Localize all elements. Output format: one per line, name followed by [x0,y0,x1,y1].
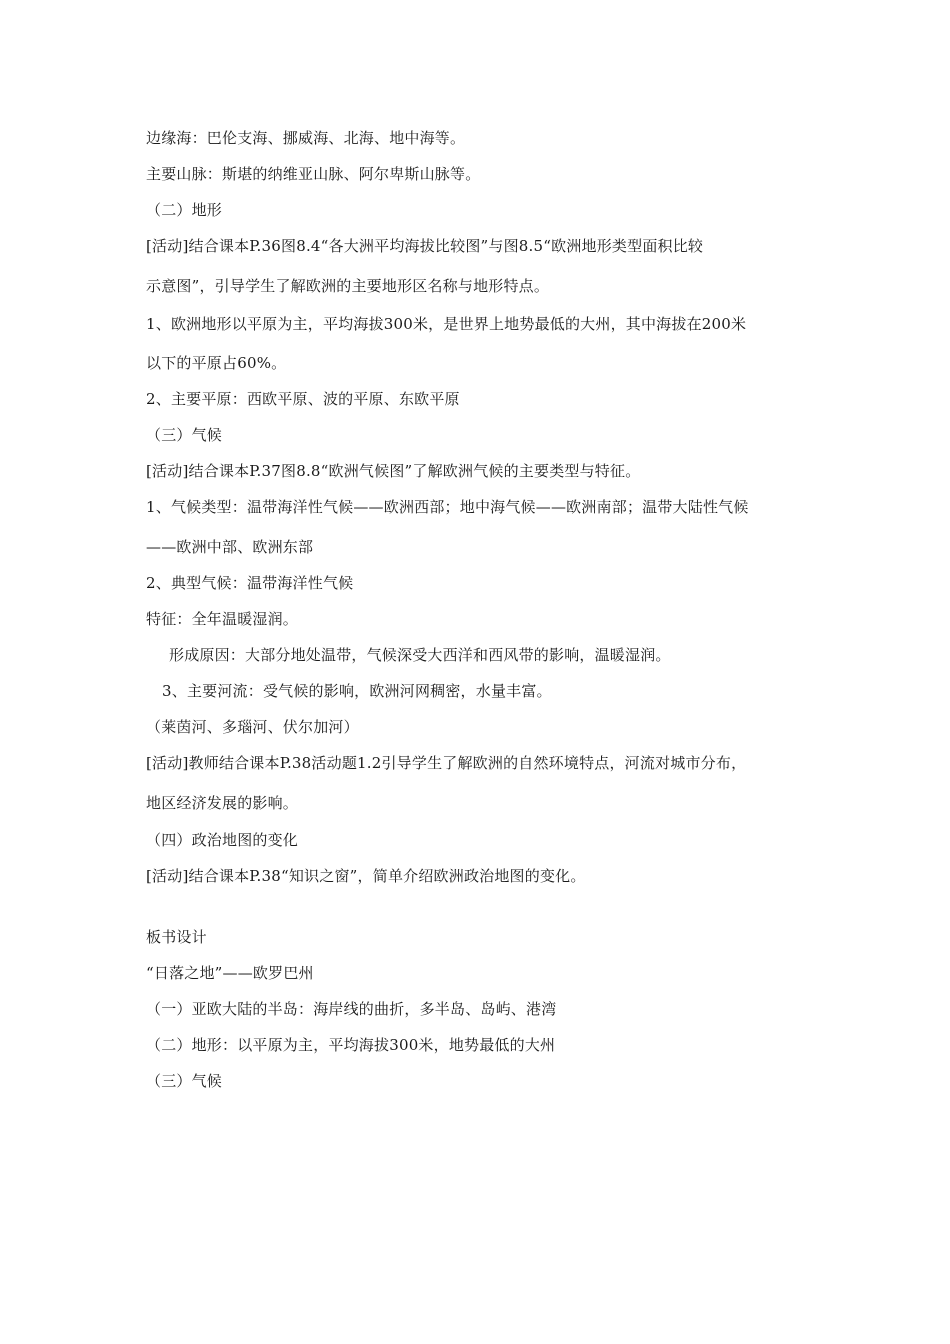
text-line-causes: 形成原因：大部分地处温带，气候深受大西洋和西风带的影响，温暖湿润。 [169,646,671,664]
section-heading-landform: （二）地形 [146,201,223,219]
text-line-activity-landform-cont: 示意图”，引导学生了解欧洲的主要地形区名称与地形特点。 [146,277,550,295]
board-design-item-1: （一）亚欧大陆的半岛：海岸线的曲折，多半岛、岛屿、港湾 [146,1000,557,1018]
text-line-climate-types: 1、气候类型：温带海洋性气候——欧洲西部；地中海气候——欧洲南部；温带大陆性气候 [146,498,749,516]
board-design-heading: 板书设计 [146,928,207,946]
section-heading-political-map: （四）政治地图的变化 [146,831,299,849]
text-line-typical-climate: 2、典型气候：温带海洋性气候 [146,574,354,592]
text-line-activity-political-map: [活动]结合课本P.38“知识之窗”，简单介绍欧洲政治地图的变化。 [146,867,586,885]
text-line-activity-climate: [活动]结合课本P.37图8.8“欧洲气候图”了解欧洲气候的主要类型与特征。 [146,462,641,480]
board-design-item-2: （二）地形：以平原为主，平均海拔300米，地势最低的大州 [146,1036,556,1054]
text-line-mountains: 主要山脉：斯堪的纳维亚山脉、阿尔卑斯山脉等。 [146,165,481,183]
section-heading-climate: （三）气候 [146,426,223,444]
text-line-activity-rivers-cont: 地区经济发展的影响。 [146,794,299,812]
text-line-activity-landform: [活动]结合课本P.36图8.4“各大洲平均海拔比较图”与图8.5“欧洲地形类型面积比较 [146,237,704,255]
text-line-features: 特征：全年温暖湿润。 [146,610,299,628]
text-line-landform-point-1-cont: 以下的平原占60%。 [146,354,287,372]
text-line-landform-point-1: 1、欧洲地形以平原为主，平均海拔300米，是世界上地势最低的大州，其中海拔在200米 [146,315,747,333]
board-design-item-3: （三）气候 [146,1072,223,1090]
text-line-rivers: 3、主要河流：受气候的影响，欧洲河网稠密，水量丰富。 [162,682,552,700]
text-line-plains: 2、主要平原：西欧平原、波的平原、东欧平原 [146,390,460,408]
text-line-activity-rivers: [活动]教师结合课本P.38活动题1.2引导学生了解欧洲的自然环境特点，河流对城市分布， [146,754,747,772]
text-line-river-names: （莱茵河、多瑙河、伏尔加河） [146,718,359,736]
board-design-title: “日落之地”——欧罗巴州 [146,964,314,982]
text-line-climate-types-cont: ——欧洲中部、欧洲东部 [146,538,314,556]
text-line-marginal-seas: 边缘海：巴伦支海、挪威海、北海、地中海等。 [146,129,466,147]
